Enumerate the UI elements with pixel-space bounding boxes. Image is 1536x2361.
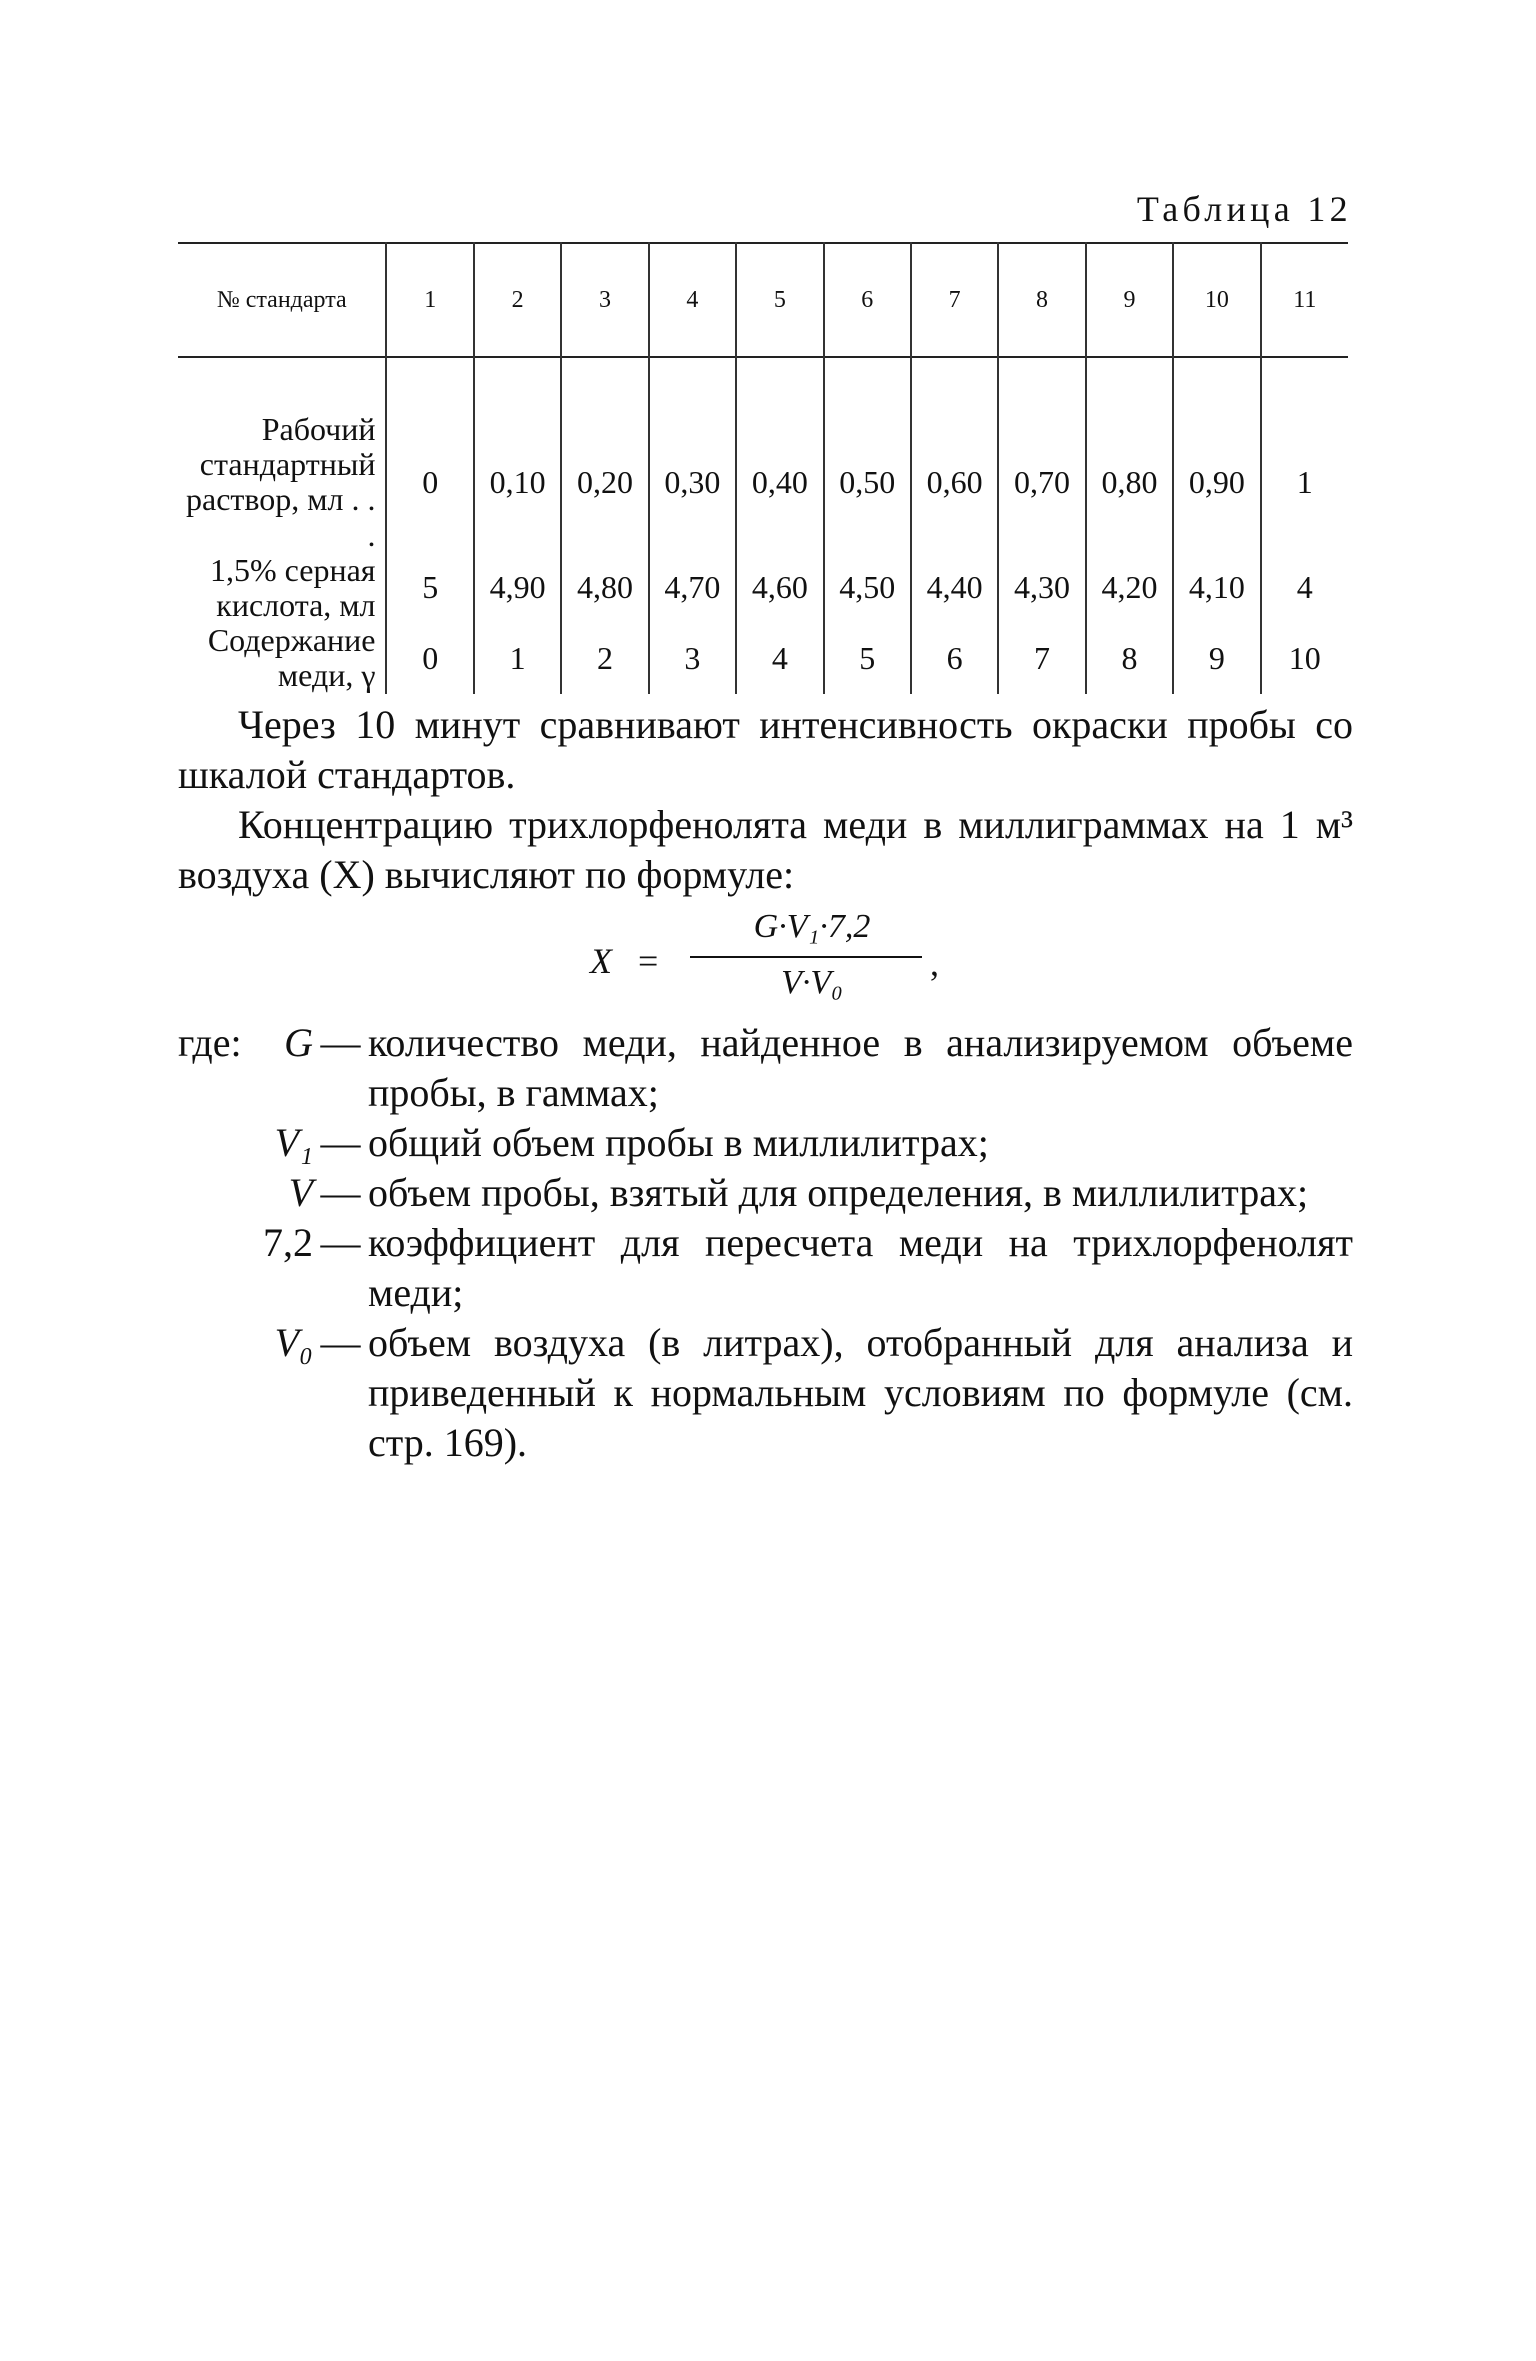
table-cell: 4,80 bbox=[561, 553, 648, 623]
table-row bbox=[178, 553, 1348, 623]
column-header: 7 bbox=[911, 243, 998, 357]
table-caption: Таблица 12 bbox=[1136, 189, 1352, 229]
definitions-intro: где: bbox=[178, 1020, 242, 1065]
fraction-bar bbox=[690, 956, 922, 958]
definition-item bbox=[178, 1318, 1353, 1468]
definition-text: общий объем пробы в миллилитрах; bbox=[368, 1120, 989, 1165]
definition-dash: — bbox=[320, 1120, 361, 1165]
table-cell: 5 bbox=[386, 553, 473, 623]
table-cell: 4,70 bbox=[649, 553, 736, 623]
definition-symbol: V₀ bbox=[274, 1320, 313, 1365]
definition-text: объем воздуха (в литрах), отобранный для анализа и приведенный к нормальным условиям по формуле (см. стр. 169). bbox=[368, 1320, 1353, 1465]
table-row bbox=[178, 623, 1348, 693]
column-header: 11 bbox=[1261, 243, 1348, 357]
table-cell: 0 bbox=[386, 623, 473, 693]
definition-text: объем пробы, взятый для определения, в миллилитрах; bbox=[368, 1170, 1309, 1215]
formula-lhs: X bbox=[590, 941, 612, 981]
table-cell: 0,40 bbox=[736, 357, 823, 553]
table-cell: 6 bbox=[911, 623, 998, 693]
definition-symbol: V₁ bbox=[274, 1120, 313, 1165]
definition-item bbox=[178, 1168, 1353, 1218]
definition-text: количество меди, найденное в анализируемом объеме пробы, в гаммах; bbox=[368, 1020, 1353, 1115]
column-header: 2 bbox=[474, 243, 561, 357]
table-cell: 4,10 bbox=[1173, 553, 1260, 623]
definition-dash: — bbox=[320, 1320, 361, 1365]
table-cell: 4 bbox=[1261, 553, 1348, 623]
table-cell: 2 bbox=[561, 623, 648, 693]
table-cell: 4,90 bbox=[474, 553, 561, 623]
table-cell: 0,90 bbox=[1173, 357, 1260, 553]
column-header: 4 bbox=[649, 243, 736, 357]
table-cell: 10 bbox=[1261, 623, 1348, 693]
table-cell: 4 bbox=[736, 623, 823, 693]
definition-symbol: G bbox=[284, 1020, 313, 1065]
formula-comma: , bbox=[930, 943, 939, 983]
formula-numerator: G·V₁·7,2 bbox=[753, 908, 871, 945]
definition-item bbox=[178, 1218, 1353, 1318]
table-cell: 4,40 bbox=[911, 553, 998, 623]
table-cell: 0,50 bbox=[824, 357, 911, 553]
table-cell: 4,20 bbox=[1086, 553, 1173, 623]
column-header: 1 bbox=[386, 243, 473, 357]
definition-symbol: 7,2 bbox=[263, 1220, 313, 1265]
row-label: 1,5% серная кислота, мл bbox=[209, 551, 376, 623]
column-header: 10 bbox=[1173, 243, 1260, 357]
definition-item bbox=[178, 1018, 1353, 1118]
table-row bbox=[178, 357, 1348, 553]
table-cell: 0,60 bbox=[911, 357, 998, 553]
formula bbox=[590, 898, 990, 1018]
column-header: 3 bbox=[561, 243, 648, 357]
definition-text: коэффициент для пересчета меди на трихлорфенолят меди; bbox=[368, 1220, 1353, 1315]
table-header-row bbox=[178, 243, 1348, 357]
definition-symbol: V bbox=[288, 1170, 313, 1215]
table-cell: 4,50 bbox=[824, 553, 911, 623]
column-header: 9 bbox=[1086, 243, 1173, 357]
table-cell: 8 bbox=[1086, 623, 1173, 693]
definition-item bbox=[178, 1118, 1353, 1168]
standards-table bbox=[178, 242, 1348, 694]
definition-dash: — bbox=[320, 1220, 361, 1265]
table-cell: 4,60 bbox=[736, 553, 823, 623]
paragraph-comparison: Через 10 минут сравнивают интенсивность окраски пробы со шкалой стандартов. bbox=[178, 702, 1353, 797]
table-cell: 0,80 bbox=[1086, 357, 1173, 553]
table-cell: 0,20 bbox=[561, 357, 648, 553]
definitions-list bbox=[178, 1018, 1353, 1468]
definition-dash: — bbox=[320, 1170, 361, 1215]
table-cell: 9 bbox=[1173, 623, 1260, 693]
row-label: Содержание меди, γ bbox=[207, 622, 376, 694]
formula-denominator: V·V₀ bbox=[781, 964, 843, 1001]
table-cell: 0,30 bbox=[649, 357, 736, 553]
header-label: № стандарта bbox=[216, 286, 347, 313]
column-header: 5 bbox=[736, 243, 823, 357]
table-cell: 0,70 bbox=[998, 357, 1085, 553]
table-cell: 5 bbox=[824, 623, 911, 693]
row-label: Рабочий стандартный раствор, мл . . . bbox=[185, 411, 376, 553]
column-header: 6 bbox=[824, 243, 911, 357]
table-cell: 1 bbox=[1261, 357, 1348, 553]
paragraph-concentration: Концентрацию трихлорфенолята меди в миллиграммах на 1 м³ воздуха (X) вычисляют по формуле: bbox=[178, 802, 1353, 897]
table-cell: 7 bbox=[998, 623, 1085, 693]
formula-equals: = bbox=[638, 941, 659, 981]
table-cell: 1 bbox=[474, 623, 561, 693]
table-cell: 3 bbox=[649, 623, 736, 693]
column-header: 8 bbox=[998, 243, 1085, 357]
table-cell: 0 bbox=[386, 357, 473, 553]
definition-dash: — bbox=[320, 1020, 361, 1065]
table-cell: 4,30 bbox=[998, 553, 1085, 623]
table-cell: 0,10 bbox=[474, 357, 561, 553]
